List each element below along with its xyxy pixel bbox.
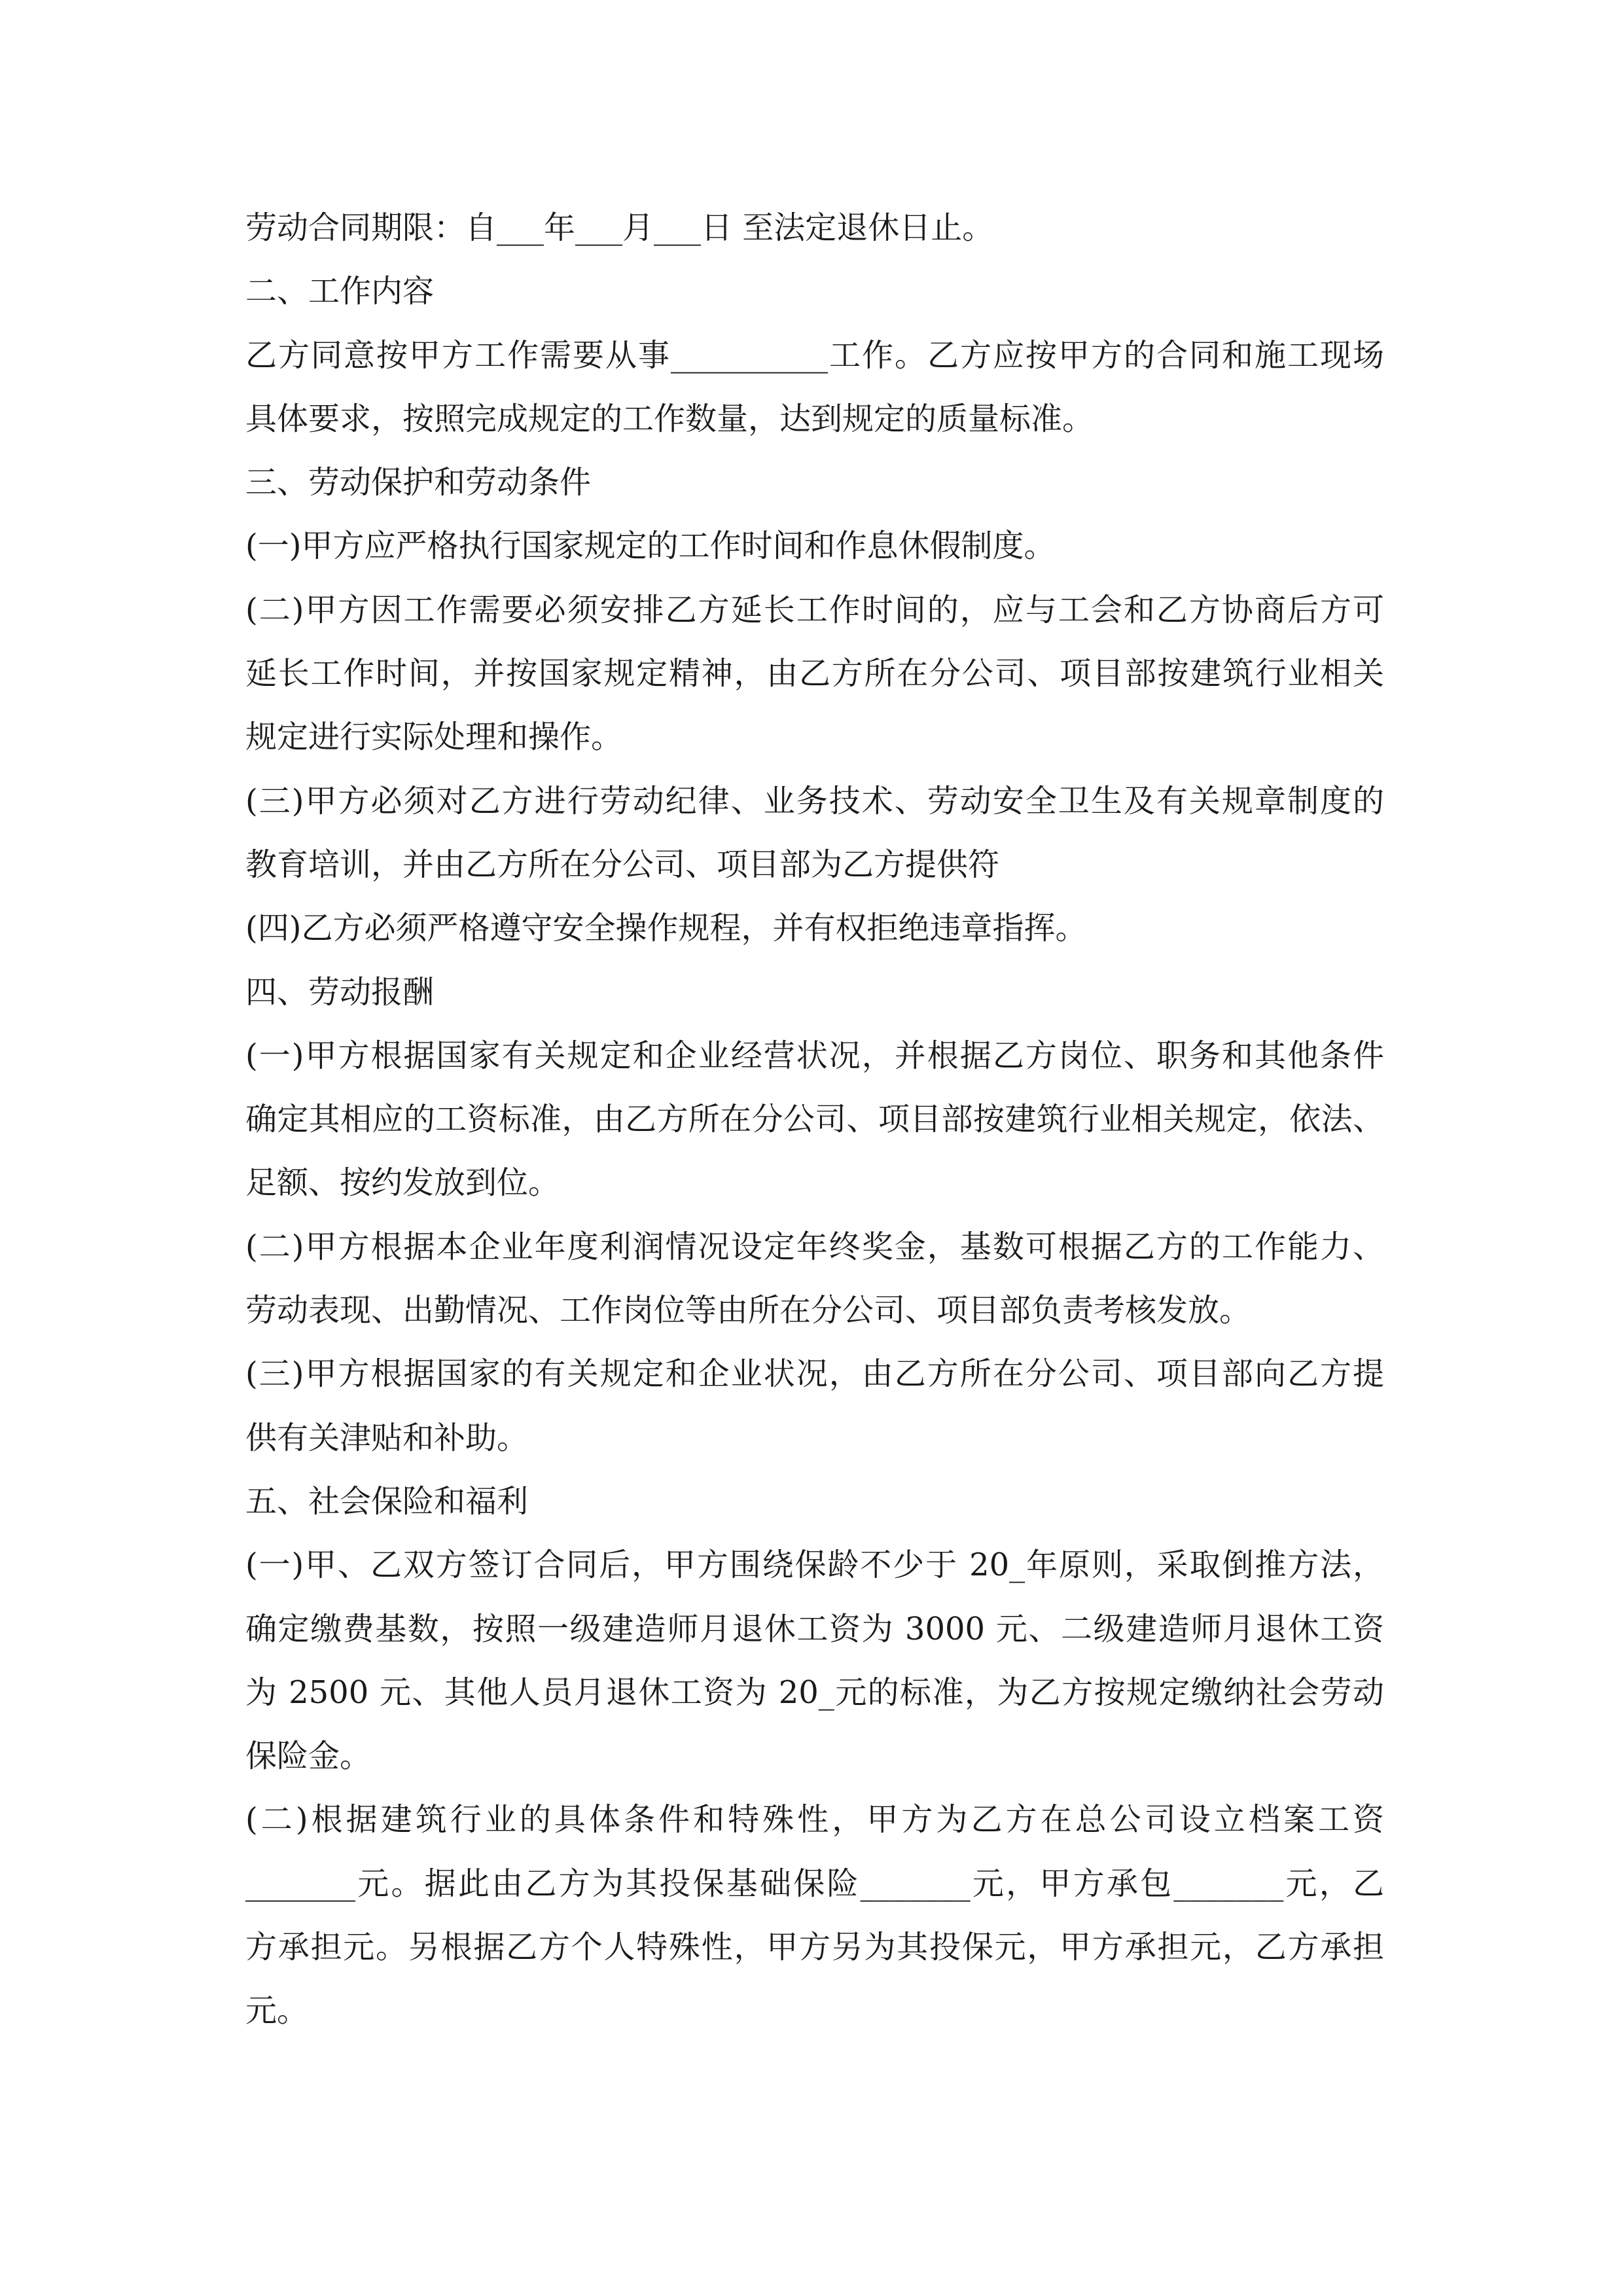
contract-body bbox=[245, 196, 1384, 2043]
paragraph-line: 劳动表现、出勤情况、工作岗位等由所在分公司、项目部负责考核发放。 bbox=[245, 1292, 1251, 1329]
paragraph-line: 乙方同意按甲方工作需要从事__________工作。乙方应按甲方的合同和施工现场 bbox=[245, 336, 1384, 374]
paragraph-line: 延长工作时间，并按国家规定精神，由乙方所在分公司、项目部按建筑行业相关 bbox=[245, 655, 1384, 692]
paragraph-line: _______元。据此由乙方为其投保基础保险_______元，甲方承包_______元，乙 bbox=[245, 1865, 1384, 1902]
paragraph-line: 方承担元。另根据乙方个人特殊性，甲方另为其投保元，甲方承担元，乙方承担 bbox=[245, 1929, 1384, 1966]
term-line: 劳动合同期限：自___年___月___日 至法定退休日止。 bbox=[245, 209, 994, 246]
paragraph-line: 规定进行实际处理和操作。 bbox=[245, 719, 623, 756]
section-heading-work-content: 二、工作内容 bbox=[245, 273, 435, 310]
paragraph-line: 确定其相应的工资标准，由乙方所在分公司、项目部按建筑行业相关规定，依法、 bbox=[245, 1101, 1384, 1138]
paragraph-line: (三)甲方根据国家的有关规定和企业状况，由乙方所在分公司、项目部向乙方提 bbox=[245, 1355, 1384, 1393]
paragraph-line: 确定缴费基数，按照一级建造师月退休工资为 3000 元、二级建造师月退休工资 bbox=[245, 1610, 1384, 1647]
paragraph-line: 供有关津贴和补助。 bbox=[245, 1419, 529, 1456]
paragraph-line: (三)甲方必须对乙方进行劳动纪律、业务技术、劳动安全卫生及有关规章制度的 bbox=[245, 782, 1384, 819]
paragraph-line: (一)甲、乙双方签订合同后，甲方围绕保龄不少于 20_年原则，采取倒推方法， bbox=[245, 1547, 1384, 1584]
paragraph-line: (一)甲方应严格执行国家规定的工作时间和作息休假制度。 bbox=[245, 528, 1056, 565]
paragraph-line: (一)甲方根据国家有关规定和企业经营状况，并根据乙方岗位、职务和其他条件 bbox=[245, 1037, 1384, 1074]
section-heading-labor-protection: 三、劳动保护和劳动条件 bbox=[245, 464, 592, 501]
paragraph-line: 保险金。 bbox=[245, 1738, 372, 1775]
section-heading-remuneration: 四、劳动报酬 bbox=[245, 973, 435, 1011]
paragraph-line: 教育培训，并由乙方所在分公司、项目部为乙方提供符 bbox=[245, 846, 1000, 883]
paragraph-line: 足额、按约发放到位。 bbox=[245, 1164, 560, 1202]
paragraph-line: (二)甲方根据本企业年度利润情况设定年终奖金，基数可根据乙方的工作能力、 bbox=[245, 1228, 1384, 1265]
paragraph-line: (二)根据建筑行业的具体条件和特殊性，甲方为乙方在总公司设立档案工资 bbox=[245, 1801, 1384, 1839]
paragraph-line: 具体要求，按照完成规定的工作数量，达到规定的质量标准。 bbox=[245, 400, 1094, 437]
paragraph-line: 元。 bbox=[245, 1992, 309, 2030]
paragraph-line: (四)乙方必须严格遵守安全操作规程，并有权拒绝违章指挥。 bbox=[245, 910, 1087, 947]
paragraph-line: (二)甲方因工作需要必须安排乙方延长工作时间的，应与工会和乙方协商后方可 bbox=[245, 591, 1384, 628]
paragraph-line: 为 2500 元、其他人员月退休工资为 20_元的标准，为乙方按规定缴纳社会劳动 bbox=[245, 1674, 1384, 1711]
section-heading-social-insurance: 五、社会保险和福利 bbox=[245, 1482, 529, 1520]
